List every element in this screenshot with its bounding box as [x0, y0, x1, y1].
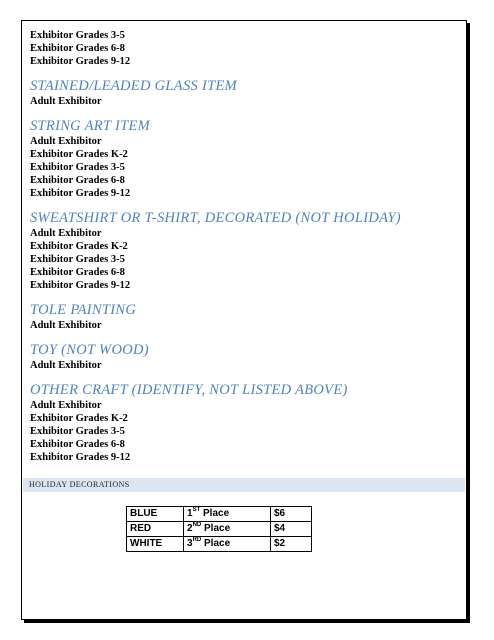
section-tole-painting	[30, 302, 458, 332]
place-number: 3	[187, 538, 193, 549]
section-stained-glass	[30, 78, 458, 108]
place-number: 2	[187, 523, 193, 534]
entry-line: Exhibitor Grades 9-12	[30, 56, 131, 67]
entry-line: Exhibitor Grades K-2	[30, 241, 128, 252]
entry-line: Adult Exhibitor	[30, 228, 102, 239]
ribbon-cell: BLUE	[127, 507, 184, 522]
entry-line: Exhibitor Grades 9-12	[30, 280, 131, 291]
entry-line: Adult Exhibitor	[30, 400, 102, 411]
place-word: Place	[203, 508, 230, 519]
section-toy	[30, 342, 458, 372]
section-heading: OTHER CRAFT (IDENTIFY, NOT LISTED ABOVE)	[30, 382, 348, 398]
entry-line: Exhibitor Grades K-2	[30, 149, 128, 160]
place-cell	[184, 507, 271, 522]
entry-line: Exhibitor Grades 6-8	[30, 267, 125, 278]
entry-line: Exhibitor Grades 6-8	[30, 175, 125, 186]
entry-line: Exhibitor Grades 3-5	[30, 30, 125, 41]
entry-line: Exhibitor Grades 3-5	[30, 254, 125, 265]
prize-table	[126, 506, 312, 552]
table-row	[127, 537, 312, 552]
place-suffix: RD	[192, 537, 202, 543]
entry-line: Exhibitor Grades 6-8	[30, 439, 125, 450]
entry-line: Exhibitor Grades 3-5	[30, 426, 125, 437]
place-number: 1	[187, 508, 193, 519]
place-cell	[184, 522, 271, 537]
place-word: Place	[204, 523, 231, 534]
entry-line: Adult Exhibitor	[30, 320, 102, 331]
place-cell	[184, 537, 271, 552]
table-row	[127, 522, 312, 537]
entry-line: Exhibitor Grades 3-5	[30, 162, 125, 173]
document-page	[21, 20, 467, 620]
section-heading: SWEATSHIRT OR T-SHIRT, DECORATED (NOT HOLIDAY)	[30, 210, 401, 226]
entry-line: Exhibitor Grades 6-8	[30, 43, 125, 54]
section-heading: TOY (NOT WOOD)	[30, 342, 149, 358]
section-heading: STRING ART ITEM	[30, 118, 150, 134]
amount-cell: $6	[271, 507, 312, 522]
top-entry-list	[30, 29, 458, 68]
place-suffix: ST	[192, 507, 201, 513]
ribbon-cell: RED	[127, 522, 184, 537]
holiday-decorations-heading: HOLIDAY DECORATIONS	[23, 478, 465, 492]
section-string-art	[30, 118, 458, 200]
section-heading: TOLE PAINTING	[30, 302, 137, 318]
entry-line: Exhibitor Grades 9-12	[30, 452, 131, 463]
amount-cell: $4	[271, 522, 312, 537]
section-heading: STAINED/LEADED GLASS ITEM	[30, 78, 238, 94]
entry-line: Adult Exhibitor	[30, 96, 102, 107]
place-suffix: ND	[192, 522, 202, 528]
section-other-craft	[30, 382, 458, 464]
table-row	[127, 507, 312, 522]
ribbon-cell: WHITE	[127, 537, 184, 552]
amount-cell: $2	[271, 537, 312, 552]
page-content	[30, 29, 458, 464]
entry-line: Exhibitor Grades K-2	[30, 413, 128, 424]
entry-line: Adult Exhibitor	[30, 360, 102, 371]
section-sweatshirt	[30, 210, 458, 292]
entry-line: Adult Exhibitor	[30, 136, 102, 147]
place-word: Place	[204, 538, 231, 549]
entry-line: Exhibitor Grades 9-12	[30, 188, 131, 199]
